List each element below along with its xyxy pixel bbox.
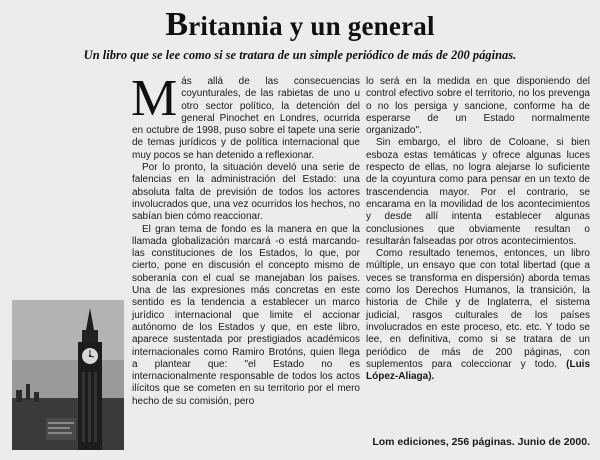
article-subtitle: Un libro que se lee como si se tratara de un simple periódico de más de 200 páginas. bbox=[83, 48, 517, 62]
article-title bbox=[0, 6, 600, 44]
author-signature: (Luis López-Aliaga). bbox=[366, 358, 591, 383]
paragraph-4: lo será en la medida en que disponiendo del control efectivo sobre el territorio, no los prevenga o no los persiga y sancione, conforme ha de esperarse de un Estado normalmente organizado". bbox=[366, 76, 590, 137]
paragraph-5: Sin embargo, el libro de Coloane, si bien esboza estas temáticas y ofrece algunas luces respecto de ellas, no logra alejarse lo suficiente de la coyuntura como para pensar en un texto de trascendencia mayor. Por el contrario, se encarama en la movilidad de los acontecimientos y desde allí intenta establecer algunas conclusiones que obviamente resultan o resultarán falseadas por otros acontecimientos. bbox=[366, 137, 590, 247]
right-column bbox=[366, 76, 590, 383]
book-cover-image bbox=[12, 300, 124, 450]
paragraph-1 bbox=[131, 70, 360, 162]
paragraph-6-text: Como resultado tenemos, entonces, un libro múltiple, un ensayo que con total libertad (que a veces se transforma en dispersión) aborda temas como los Derechos Humanos, la transición, la historia de Chile y de Inglaterra, el sistema judicial, rasgos culturales de los países involucrados en este proceso, etc. etc. Y todo se lee, en definitiva, como si se tratara de un periódico de más de 200 páginas, con suplementos para coleccionar y todo. bbox=[366, 248, 590, 370]
paragraph-2: Por lo pronto, la situación develó una serie de falencias en la administración del Estado: una absoluta falta de previsión de todos los actores involucrados que, una vez ocurridos los hechos, no sabían bien cómo reaccionar. bbox=[132, 162, 360, 223]
paragraph-1-text: ás allá de las consecuencias coyunturales, de las rabietas de uno u otro sector político, la detención del general Pinochet en Londres, ocurrida en octubre de 1998, puso sobre el tapete una serie de temas jurídicos y de política internacional que muy pocos se han detenido a reflexionar. bbox=[132, 76, 360, 161]
paragraph-6 bbox=[366, 248, 590, 383]
left-column bbox=[131, 70, 360, 408]
book-credit: Lom ediciones, 256 páginas. Junio de 2000. bbox=[372, 436, 590, 448]
paragraph-3: El gran tema de fondo es la manera en que la llamada globalización marcará -o está marcando- las constituciones de los Estados, lo que, por cierto, pone en discusión el concepto mismo de soberanía con el cual se manejaban los países. Una de las expresiones más concretas en este sentido es la tendencia a establecer un marco jurídico internacional que limite el accionar autónomo de los Estados y que, en este libro, aparece sustentada por prestigiados académicos internacionales como Ramiro Brotóns, quien llega a plantear que: "el Estado no es internacionalmente responsable de todos los actos ilícitos que se cometen en su territorio por el mero hecho de su comisión, pero bbox=[132, 223, 360, 407]
title-initial: B bbox=[165, 6, 189, 43]
drop-cap: M bbox=[131, 70, 178, 127]
title-rest: ritannia y un general bbox=[188, 11, 435, 41]
big-ben-tower-icon bbox=[12, 300, 124, 450]
